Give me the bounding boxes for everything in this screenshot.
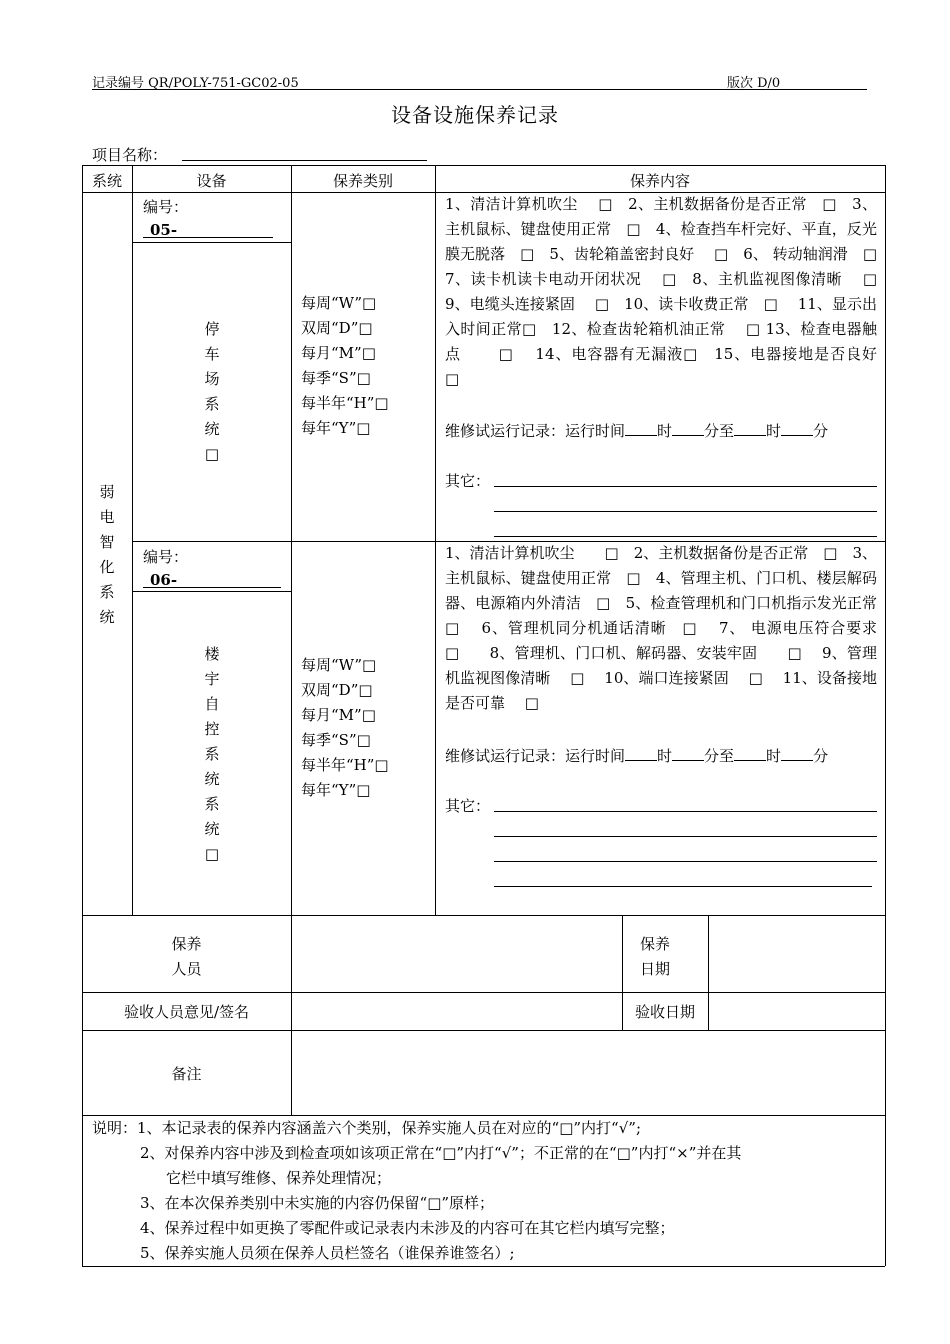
other-label: 其它：	[445, 472, 491, 490]
freq-yearly-checkbox[interactable]: 每年“Y”□	[301, 419, 371, 437]
other-field-line[interactable]	[494, 811, 877, 812]
freq-quarterly-checkbox[interactable]: 每季“S”□	[301, 731, 371, 749]
instructions	[92, 1116, 877, 1266]
page-title: 设备设施保养记录	[391, 103, 559, 127]
device-number-field[interactable]	[143, 587, 281, 588]
device-name: 停 车 场 系 统 □	[197, 317, 227, 467]
acceptance-label: 验收人员意见/签名	[123, 1003, 250, 1021]
start-hour-field[interactable]	[625, 421, 657, 436]
col-header-device: 设备	[196, 172, 227, 190]
device-number-value: 06-	[150, 571, 178, 589]
device-checkbox[interactable]: □	[204, 445, 220, 463]
note-line: 2、对保养内容中涉及到检查项如该项正常在“□”内打“√”；不正常的在“□”内打“×”并在其	[140, 1144, 742, 1162]
freq-weekly-checkbox[interactable]: 每周“W”□	[301, 294, 377, 312]
frequency-list	[301, 291, 389, 441]
remarks-label: 备注	[171, 1065, 202, 1083]
start-minute-field[interactable]	[672, 746, 704, 761]
remarks-field[interactable]	[292, 1031, 884, 1114]
col-header-content: 保养内容	[629, 172, 690, 190]
record-number: 记录编号 QR/POLY-751-GC02-05	[92, 76, 299, 91]
start-hour-field[interactable]	[625, 746, 657, 761]
note-line: 说明：1、本记录表的保养内容涵盖六个类别，保养实施人员在对应的“□”内打“√”;	[92, 1119, 642, 1137]
trial-run-record: 维修试运行记录：运行时间 时 分至 时 分	[445, 747, 829, 765]
start-minute-field[interactable]	[672, 421, 704, 436]
freq-monthly-checkbox[interactable]: 每月“M”□	[301, 344, 376, 362]
freq-weekly-checkbox[interactable]: 每周“W”□	[301, 656, 377, 674]
freq-quarterly-checkbox[interactable]: 每季“S”□	[301, 369, 371, 387]
project-name-field[interactable]	[182, 160, 427, 161]
other-field-line[interactable]	[494, 886, 872, 887]
end-hour-field[interactable]	[734, 746, 766, 761]
other-field-line[interactable]	[494, 486, 877, 487]
staff-label: 保养 人员	[171, 935, 202, 978]
acceptance-date-field[interactable]	[709, 993, 884, 1029]
freq-biweekly-checkbox[interactable]: 双周“D”□	[301, 681, 373, 699]
acceptance-date-label: 验收日期	[634, 1003, 695, 1021]
note-line: 它栏中填写维修、保养处理情况；	[166, 1169, 392, 1187]
end-minute-field[interactable]	[781, 746, 813, 761]
note-line: 3、在本次保养类别中未实施的内容仍保留“□”原样；	[140, 1194, 495, 1212]
trial-run-record: 维修试运行记录：运行时间 时 分至 时 分	[445, 422, 829, 440]
other-field-line[interactable]	[494, 536, 877, 537]
device-number-label: 编号：	[143, 548, 189, 566]
maintenance-content: 1、清洁计算机吹尘 □ 2、主机数据备份是否正常 □ 3、主机鼠标、键盘使用正常 □ 4、管理主机、门口机、楼层解码器、电源箱内外清洁 □ 5、检查管理机和门口机指示发光正常 □ 6、管理机同分机通话清晰 □ 7、 电源电压符合要求 □ 8、管理机、门口机、解码器、安装牢固 □ 9、管理机监视图像清晰 □ 10、端口连接紧固 □ 11、设备接地是否可靠 □	[445, 544, 897, 712]
note-line: 5、保养实施人员须在保养人员栏签名（谁保养谁签名）;	[140, 1244, 515, 1262]
freq-monthly-checkbox[interactable]: 每月“M”□	[301, 706, 376, 724]
version: 版次 D/0	[727, 76, 781, 91]
freq-yearly-checkbox[interactable]: 每年“Y”□	[301, 781, 371, 799]
freq-halfyear-checkbox[interactable]: 每半年“H”□	[301, 394, 389, 412]
col-header-category: 保养类别	[332, 172, 393, 190]
header-rule	[92, 89, 867, 90]
acceptance-signature-field[interactable]	[292, 993, 621, 1029]
note-line: 4、保养过程中如更换了零配件或记录表内未涉及的内容可在其它栏内填写完整；	[140, 1219, 675, 1237]
col-header-system: 系统	[91, 172, 122, 190]
device-number-value: 05-	[150, 221, 178, 239]
freq-biweekly-checkbox[interactable]: 双周“D”□	[301, 319, 373, 337]
end-hour-field[interactable]	[734, 421, 766, 436]
maintenance-date-field[interactable]	[709, 916, 884, 991]
device-name: 楼 宇 自 控 系 统 系 统 □	[197, 642, 227, 867]
device-number-field[interactable]	[143, 237, 273, 238]
frequency-list	[301, 653, 389, 803]
device-checkbox[interactable]: □	[204, 845, 220, 863]
other-field-line[interactable]	[494, 861, 877, 862]
other-field-line[interactable]	[494, 511, 877, 512]
system-name: 弱 电 智 化 系 统	[99, 483, 115, 626]
maintenance-content: 1、清洁计算机吹尘 □ 2、主机数据备份是否正常 □ 3、主机鼠标、键盘使用正常 □ 4、检查挡车杆完好、平直，反光膜无脱落 □ 5、齿轮箱盖密封良好 □ 6、 转动轴润滑 □ 7、读卡机读卡电动开闭状况 □ 8、主机监视图像清晰 □ 9、电缆头连接紧固 □ 10、读卡收费正常 □ 11、显示出入时间正常□ 12、检查齿轮箱机油正常 □ 13、检查电器触点 □ 14、电容器有无漏液□ 15、电器接地是否良好 □	[445, 195, 897, 388]
other-field-line[interactable]	[494, 836, 877, 837]
end-minute-field[interactable]	[781, 421, 813, 436]
other-label: 其它：	[445, 797, 491, 815]
maintenance-date-label: 保养 日期	[640, 935, 671, 978]
device-number-label: 编号：	[143, 198, 189, 216]
project-label: 项目名称：	[92, 146, 168, 164]
freq-halfyear-checkbox[interactable]: 每半年“H”□	[301, 756, 389, 774]
staff-signature-field[interactable]	[292, 916, 621, 991]
